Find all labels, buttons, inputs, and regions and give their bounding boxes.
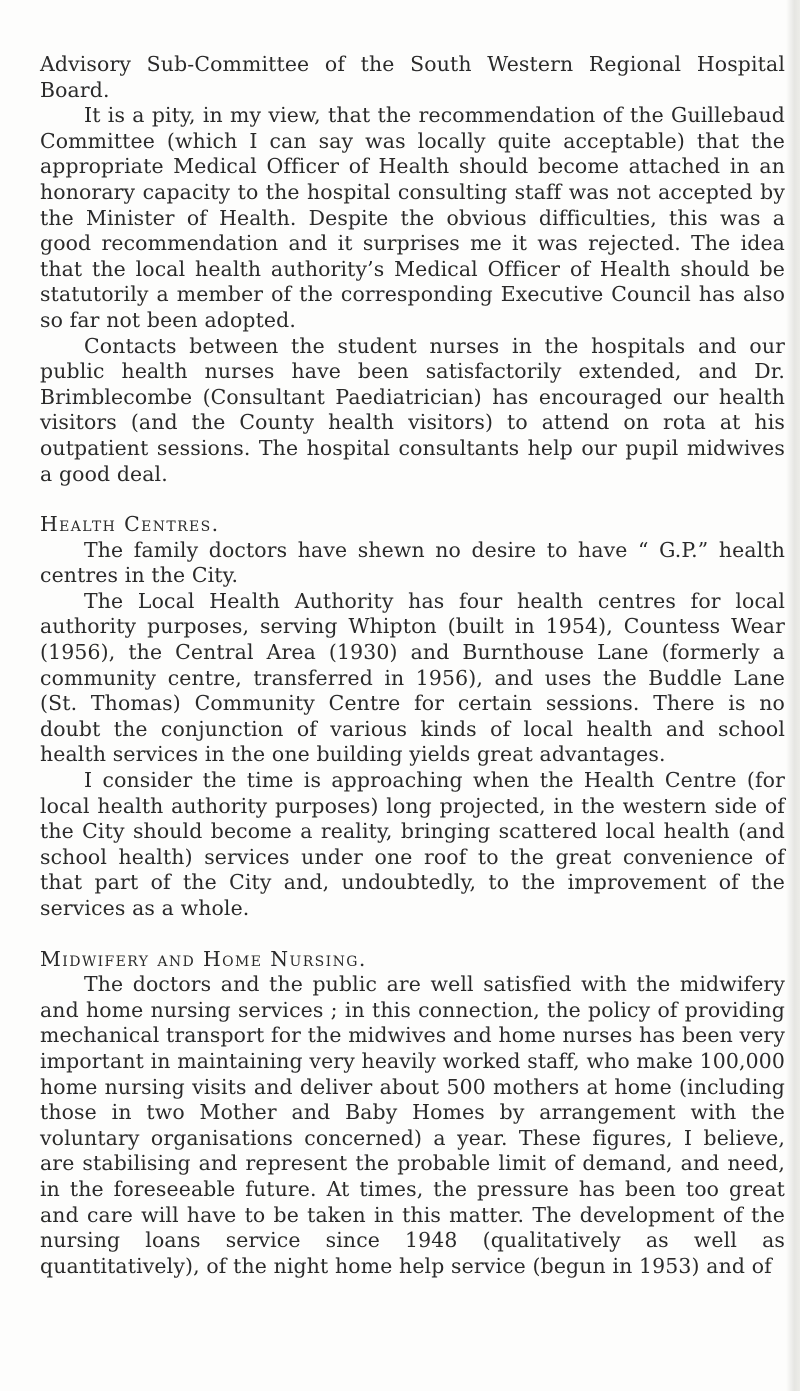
section-heading-midwifery: Midwifery and Home Nursing. bbox=[40, 946, 367, 971]
local-authority-paragraph: The Local Health Authority has four health centres for local authority purposes, serving Whipton (built in 1954), Countess Wear (1956), the Central Area (1930) and Burnthouse Lane (formerly a community centre, transferred in 1956), and uses the Buddle Lane (St. Thomas) Community Centre for certain sessions. There is no doubt the conjunction of various kinds of local health and school health services in the one building yields great advantages. bbox=[40, 588, 785, 767]
page-edge-shadow bbox=[786, 0, 800, 1391]
section-heading-health-centres: Health Centres. bbox=[40, 512, 220, 537]
western-centre-paragraph: I consider the time is approaching when the Health Centre (for local health authority purposes) long projected, in the western side of the City should become a reality, bringing scattered local health (and school health) services under one roof to the great convenience of that part of the City and, undoubtedly, to the improvement of the services as a whole. bbox=[40, 768, 785, 920]
midwifery-section bbox=[40, 947, 785, 1280]
health-centres-section bbox=[40, 512, 785, 922]
family-doctors-paragraph: The family doctors have shewn no desire to have “ G.P.” health centres in the City. bbox=[40, 537, 785, 588]
contacts-paragraph: Contacts between the student nurses in the hospitals and our public health nurses have been satisfactorily extended, and Dr. Brimblecombe (Consultant Paediatrician) has encouraged our health visitors (and the County health visitors) to attend on rota at his outpatient sessions. The hospital consultants help our pupil midwives a good deal. bbox=[40, 333, 785, 486]
document-body bbox=[40, 52, 785, 1279]
midwifery-satisfied-paragraph: The doctors and the public are well satisfied with the midwifery and home nursing services ; in this connection, the policy of providing mechanical transport for the midwives and home nurses has been very important in maintaining very heavily worked staff, who make 100,000 home nursing visits and deliver about 500 mothers at home (including those in two Mother and Baby Homes by arrangement with the voluntary organisations concerned) a year. These figures, I believe, are stabilising and represent the probable limit of demand, and need, in the foreseeable future. At times, the pressure has been too great and care will have to be taken in this matter. The development of the nursing loans service since 1948 (qualitatively as well as quantitatively), of the night home help service (begun in 1953) and of bbox=[40, 972, 785, 1278]
guillebaud-paragraph: It is a pity, in my view, that the recommendation of the Guillebaud Committee (which I can say was locally quite acceptable) that the appropriate Medical Officer of Health should become attached in an honorary capacity to the hospital consulting staff was not accepted by the Minister of Health. Despite the obvious difficulties, this was a good recommendation and it surprises me it was rejected. The idea that the local health authority’s Medical Officer of Health should be statutorily a member of the corresponding Executive Council has also so far not been adopted. bbox=[40, 103, 785, 332]
intro-paragraph: Advisory Sub-Committee of the South Western Regional Hospital Board. bbox=[40, 52, 785, 102]
